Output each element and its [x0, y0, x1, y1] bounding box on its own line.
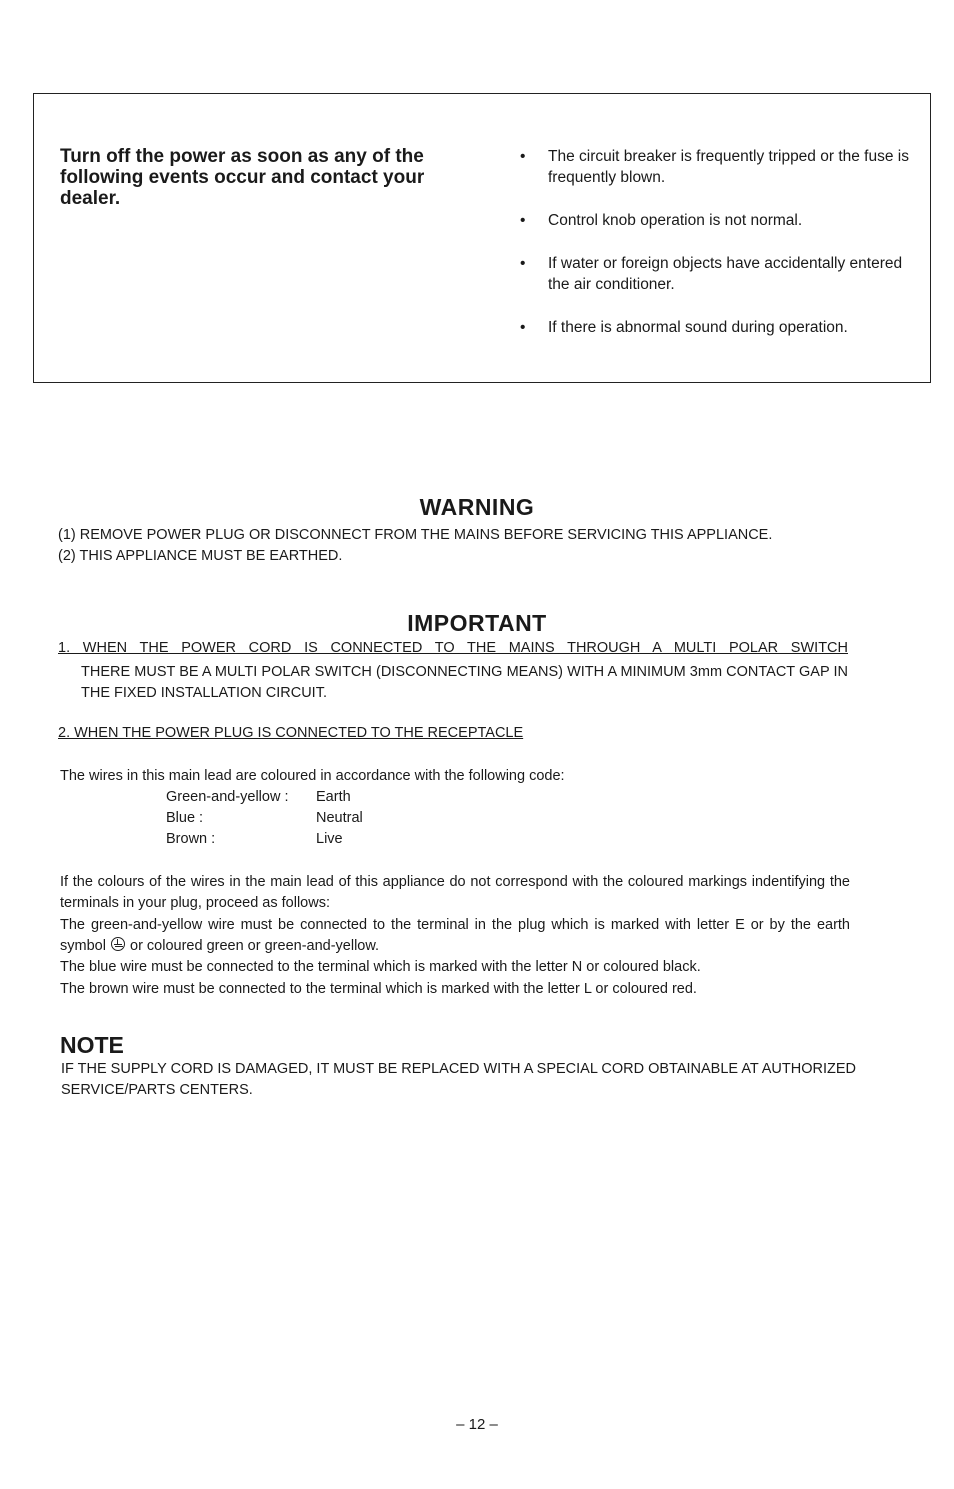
important-heading: IMPORTANT	[407, 610, 547, 636]
page-number: – 12 –	[456, 1416, 498, 1433]
warning-item-2: (2) THIS APPLIANCE MUST BE EARTHED.	[58, 548, 343, 564]
wire-colour: Blue :	[166, 810, 204, 826]
alert-title: Turn off the power as soon as any of the following events occur and contact your dealer.	[60, 146, 425, 209]
list-item: • Control knob operation is not normal.	[520, 210, 920, 231]
wire-role: Live	[316, 831, 343, 847]
wire-code-row	[166, 829, 343, 850]
wire-instructions-para-3: The blue wire must be connected to the terminal which is marked with the letter N or coloured black.	[60, 959, 701, 975]
list-item: • If there is abnormal sound during operation.	[520, 317, 920, 338]
wire-instructions-para-1: If the colours of the wires in the main lead of this appliance do not correspond with the coloured markings indentifying the terminals in your plug, proceed as follows:	[60, 874, 850, 912]
wire-instructions-para-4: The brown wire must be connected to the terminal which is marked with the letter L or coloured red.	[60, 981, 697, 997]
list-item: • The circuit breaker is frequently tripped or the fuse is frequently blown.	[520, 146, 920, 188]
warning-heading: WARNING	[419, 494, 535, 520]
wire-role: Neutral	[316, 810, 363, 826]
alert-box	[33, 93, 931, 383]
wire-instructions-para-2	[60, 915, 850, 958]
note-heading: NOTE	[60, 1032, 124, 1058]
para-2-text-b: or coloured green or green-and-yellow.	[130, 938, 380, 955]
wire-code-row	[166, 808, 363, 829]
wire-code-intro: The wires in this main lead are coloured in accordance with the following code:	[60, 768, 565, 784]
important-item-1-heading: 1. WHEN THE POWER CORD IS CONNECTED TO THE MAINS THROUGH A MULTI POLAR SWITCH	[58, 640, 848, 656]
warning-item-1: (1) REMOVE POWER PLUG OR DISCONNECT FROM THE MAINS BEFORE SERVICING THIS APPLIANCE.	[58, 527, 773, 543]
wire-code-row	[166, 787, 351, 808]
earth-symbol-icon	[111, 937, 125, 951]
important-item-1-body: THERE MUST BE A MULTI POLAR SWITCH (DISCONNECTING MEANS) WITH A MINIMUM 3mm CONTACT GAP IN THE FIXED INSTALLATION CIRCUIT.	[81, 664, 848, 702]
para-2-text-a: The green-and-yellow wire must be connected to the terminal in the plug which is marked with letter E or by the earth symbol	[60, 917, 850, 955]
important-item-2-heading: 2. WHEN THE POWER PLUG IS CONNECTED TO THE RECEPTACLE	[58, 725, 524, 741]
wire-role: Earth	[316, 789, 351, 805]
list-item: • If water or foreign objects have accidentally entered the air conditioner.	[520, 253, 920, 295]
note-body: IF THE SUPPLY CORD IS DAMAGED, IT MUST BE REPLACED WITH A SPECIAL CORD OBTAINABLE AT AUTHORIZED SERVICE/PARTS CENTERS.	[61, 1061, 856, 1099]
wire-colour: Green-and-yellow :	[166, 789, 289, 805]
alert-list	[520, 146, 920, 360]
wire-colour: Brown :	[166, 831, 216, 847]
